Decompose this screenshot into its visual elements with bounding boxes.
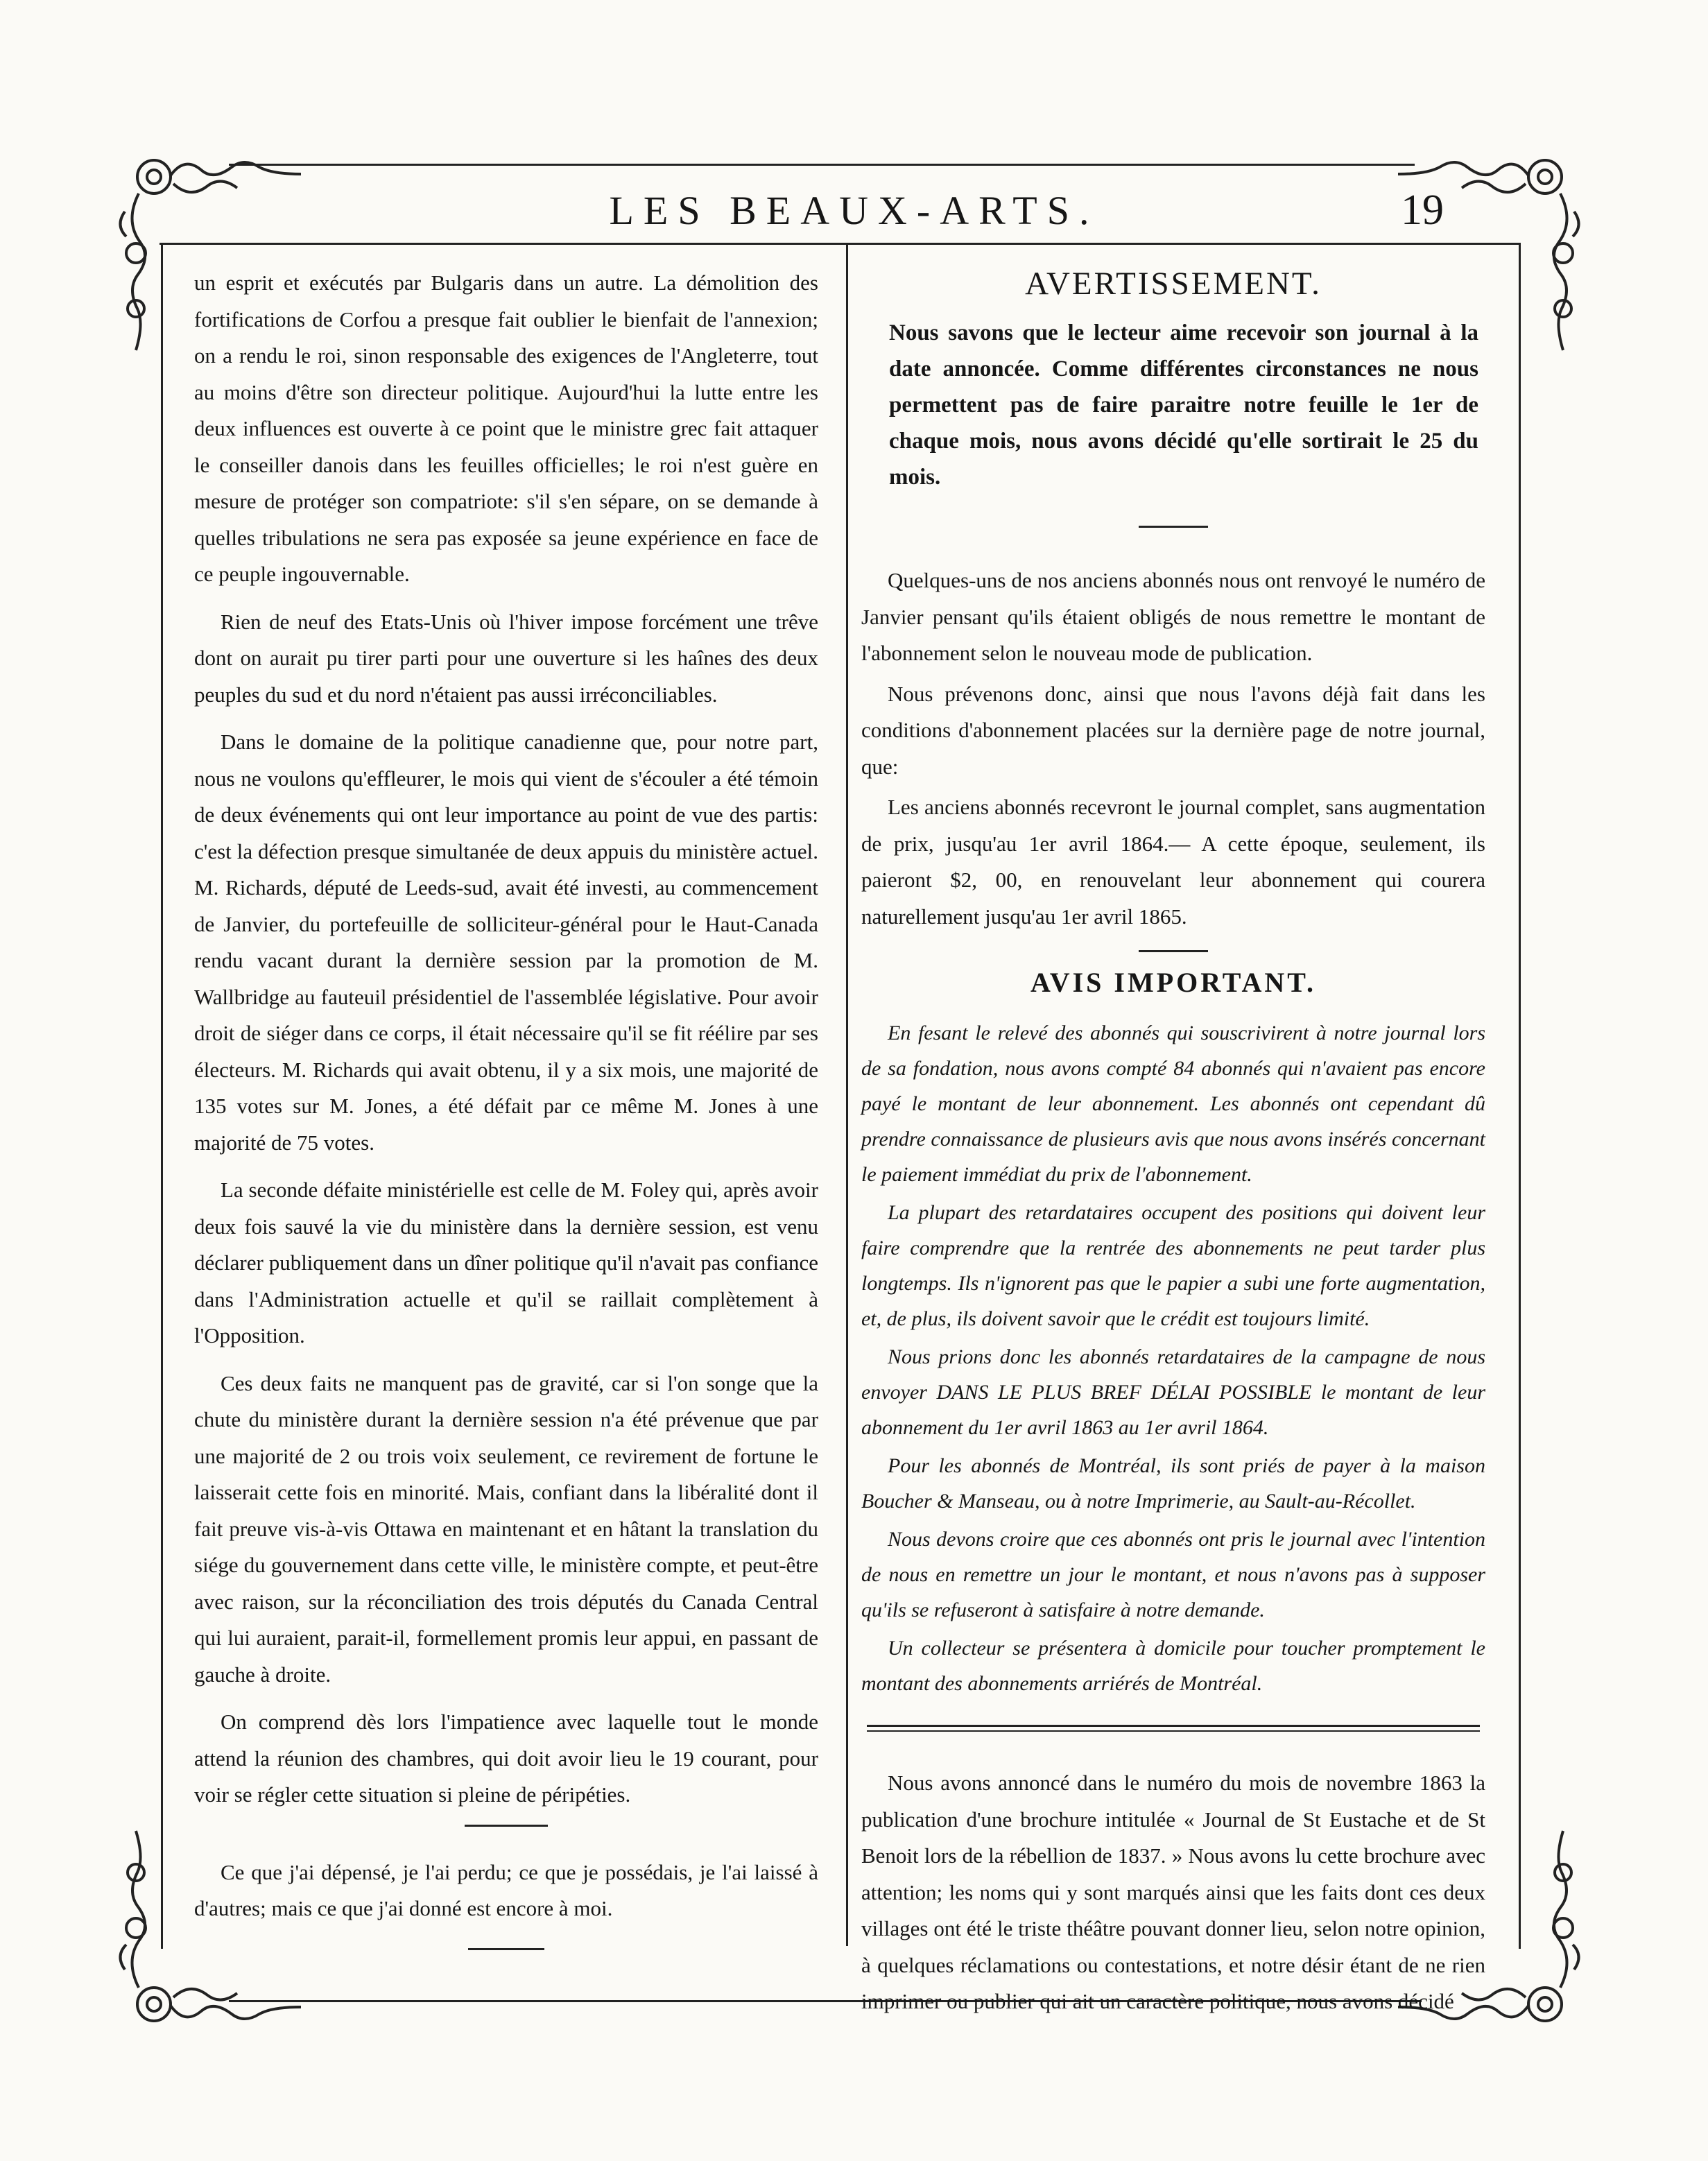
bold-notice-text: Nous savons que le lecteur aime recevoir son journal à la date annoncée. Comme différentes circonstances ne nous permettent pas de faire paraitre notre feuille le 1er de chaque mois, nous avons décidé qu'elle sortirait le 25 du mois. <box>889 320 1478 490</box>
column-divider <box>846 244 848 1946</box>
section-divider <box>1139 950 1208 952</box>
top-frame-rule <box>229 164 1415 166</box>
left-paragraph-1: un esprit et exécutés par Bulgaris dans un autre. La démolition des fortifications de Corfou a presque fait oublier le bienfait de l'annexion; on a rendu le roi, sinon responsable des exigences de l'Angleterre, tout au moins d'être son directeur politique. Aujourd'hui la lutte entre les deux influences est ouverte à ce point que le ministre grec fait attaquer le conseiller danois dans les feuilles officielles; le roi n'est guère en mesure de protéger son compatriote: s'il s'en sépare, on se demande à quelles tribulations ne sera pas exposée sa jeune expérience en face de ce peuple ingouvernable. <box>194 270 818 586</box>
avis-paragraph-2: La plupart des retardataires occupent des positions qui doivent leur faire comprendre que la rentrée des abonnements ne peut tarder plus longtemps. Ils n'ignorent pas que le papier a subi une forte augmentation, et, de plus, ils doivent savoir que le crédit est toujours limité. <box>861 1201 1485 1330</box>
avis-paragraph-1: En fesant le relevé des abonnés qui souscrivirent à notre journal lors de sa fondation, nous avons compté 84 abonnés qui n'avaient pas encore payé le montant de leur abonnement. Les abonnés ont cependant dû prendre connaissance de plusieurs avis que nous avons insérés concernant le paiement immédiat du prix de l'abonnement. <box>861 1022 1485 1186</box>
right-paragraph-1: Quelques-uns de nos anciens abonnés nous ont renvoyé le numéro de Janvier pensant qu'ils étaient obligés de nous remettre le montant de l'abonnement selon le nouveau mode de publication. <box>861 568 1485 665</box>
avis-paragraph-6: Un collecteur se présentera à domicile pour toucher promptement le montant des abonnements arriérés de Montréal. <box>861 1637 1485 1695</box>
quote-paragraph: Ce que j'ai dépensé, je l'ai perdu; ce que je possédais, je l'ai laissé à d'autres; mais ce que j'ai donné est encore à moi. <box>194 1859 818 1920</box>
avis-paragraph-5: Nous devons croire que ces abonnés ont pris le journal avec l'intention de nous en remettre un jour le montant, et nous n'avons pas à supposer qu'ils se refuseront à satisfaire à notre demande. <box>861 1528 1485 1621</box>
section-divider <box>1139 526 1208 528</box>
avis-important-heading: AVIS IMPORTANT. <box>1030 967 1316 998</box>
left-paragraph-2: Rien de neuf des Etats-Unis où l'hiver impose forcément une trêve dont on aurait pu tirer parti pour une ouverture si les haînes des deux peuples du sud et du nord n'étaient pas aussi irréconciliables. <box>194 609 818 707</box>
double-rule-divider <box>867 1725 1480 1732</box>
right-frame-rule <box>1519 243 1521 1949</box>
left-frame-rule <box>161 243 163 1949</box>
end-rule <box>468 1948 544 1950</box>
left-paragraph-6: On comprend dès lors l'impatience avec laquelle tout le monde attend la réunion des chambres, qui doit avoir lieu le 19 courant, pour voir se régler cette situation si pleine de péripéties. <box>194 1710 818 1807</box>
right-column <box>861 265 1485 2031</box>
journal-title: LES BEAUX-ARTS. <box>609 188 1099 233</box>
left-column <box>194 265 818 1950</box>
avis-paragraph-4: Pour les abonnés de Montréal, ils sont priés de payer à la maison Boucher & Manseau, ou à notre Imprimerie, au Sault-au-Récollet. <box>861 1454 1485 1513</box>
bold-notice <box>861 315 1485 495</box>
avis-paragraph-3: Nous prions donc les abonnés retardataires de la campagne de nous envoyer DANS LE PLUS BREF DÉLAI POSSIBLE le montant de leur abonnement du 1er avril 1863 au 1er avril 1864. <box>861 1345 1485 1439</box>
left-paragraph-5: Ces deux faits ne manquent pas de gravité, car si l'on songe que la chute du ministère durant la dernière session n'a été prévenue que par une majorité de 2 ou trois voix seulement, ce revirement de fortune le laisserait cette fois en minorité. Mais, confiant dans la libéralité dont il fait preuve vis-à-vis Ottawa en maintenant et en hâtant la translation du siége du gouvernement dans cette ville, le ministère compte, et peut-être avec raison, sur la réconciliation des trois députés du Canada Central qui lui auraient, parait-il, formellement promis leur appui, en passant de gauche à droite. <box>194 1370 818 1687</box>
avertissement-heading: AVERTISSEMENT. <box>1025 266 1322 302</box>
section-divider <box>465 1825 548 1827</box>
avis-important-body <box>861 1015 1485 1701</box>
page-number: 19 <box>1401 187 1444 234</box>
left-paragraph-4: La seconde défaite ministérielle est celle de M. Foley qui, après avoir deux fois sauvé la vie du ministère dans la dernière session, est venu déclarer publiquement dans un dîner politique qu'il n'avait pas confiance dans l'Administration actuelle et qu'il se raillait complètement à l'Opposition. <box>194 1178 818 1348</box>
right-paragraph-3: Les anciens abonnés recevront le journal complet, sans augmentation de prix, jusqu'au 1er avril 1864.— A cette époque, seulement, ils paieront $2, 00, en renouvelant leur abonnement qui courera naturellement jusqu'au 1er avril 1865. <box>861 795 1485 929</box>
right-paragraph-2: Nous prévenons donc, ainsi que nous l'avons déjà fait dans les conditions d'abonnement placées sur la dernière page de notre journal, que: <box>861 681 1485 779</box>
left-paragraph-3: Dans le domaine de la politique canadienne que, pour notre part, nous ne voulons qu'effleurer, le mois qui vient de s'écouler a été témoin de deux événements qui ont leur importance au point de vue des partis: c'est la défection presque simultanée de deux appuis du ministère actuel. M. Richards, député de Leeds-sud, avait été investi, au commencement de Janvier, du portefeuille de solliciteur-général pour le Haut-Canada rendu vacant durant la dernière session par la promotion de M. Wallbridge au fauteuil présidentiel de l'assemblée législative. Pour avoir droit de siéger dans ce corps, il était nécessaire qu'il se fit réélire par ses électeurs. M. Richards qui avait obtenu, il y a six mois, une majorité de 135 votes sur M. Jones, a été défait par ce même M. Jones à une majorité de 75 votes. <box>194 730 818 1155</box>
closing-paragraph: Nous avons annoncé dans le numéro du mois de novembre 1863 la publication d'une brochure intitulée « Journal de St Eustache et de St Benoit lors de la rébellion de 1837. » Nous avons lu cette brochure avec attention; les noms qui y sont marqués ainsi que les faits dont ces deux villages ont été le triste théâtre pouvant donner lieu, selon notre opinion, à quelques réclamations ou contestations, et notre désir étant de ne rien imprimer ou publier qui ait un caractère politique, nous avons décidé <box>861 1771 1485 2013</box>
header-underline-rule <box>159 243 1519 245</box>
